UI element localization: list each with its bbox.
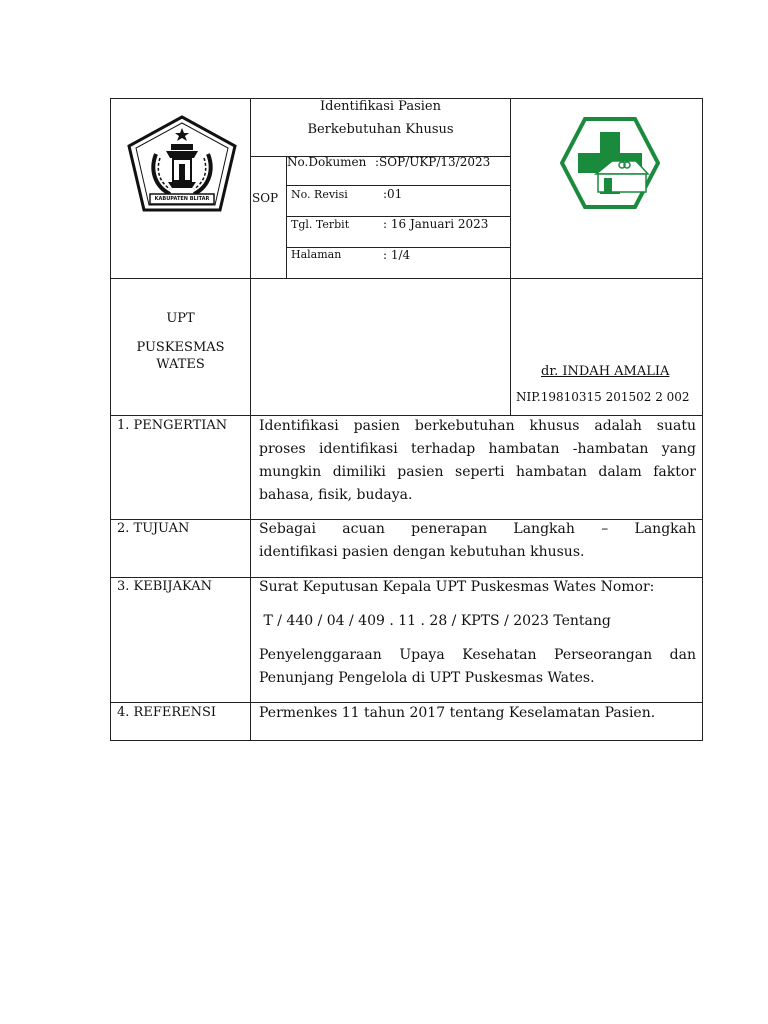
table-border-bottom (110, 740, 703, 741)
meta-value-dokumen: :SOP/UKP/13/2023 (375, 155, 491, 169)
table-border-right (702, 98, 703, 741)
label-column-divider (250, 98, 251, 741)
section-label-referensi: 4. REFERENSI (117, 705, 217, 720)
meta-line-1 (286, 185, 510, 186)
org-line-1: UPT (166, 311, 195, 326)
signer-nip: NIP.19810315 201502 2 002 (516, 390, 690, 404)
section-text-line: Surat Keputusan Kepala UPT Puskesmas Wates Nomor: (259, 579, 655, 595)
section-text-line: Identifikasi pasien berkebutuhan khusus adalah suatu (259, 418, 696, 434)
section-text-line: Penyelenggaraan Upaya Kesehatan Perseorangan dan (259, 647, 696, 663)
sop-column-divider (286, 156, 287, 278)
org-line-2: PUSKESMAS (136, 340, 225, 355)
puskesmas-logo (560, 116, 660, 210)
kabupaten-blitar-emblem (126, 114, 238, 212)
signer-name: dr. INDAH AMALIA (541, 364, 670, 379)
section-text-line: bahasa, fisik, budaya. (259, 487, 413, 503)
meta-value-halaman: : 1/4 (383, 248, 411, 262)
section-text-line: Penunjang Pengelola di UPT Puskesmas Wates. (259, 670, 595, 686)
section-text-line: proses identifikasi terhadap hambatan -hambatan yang (259, 441, 696, 457)
health-cross-icon (560, 116, 660, 210)
section-text-line: T / 440 / 04 / 409 . 11 . 28 / KPTS / 2023 Tentang (259, 613, 611, 629)
table-border-left (110, 98, 111, 741)
section-text-line: mungkin dimiliki pasien seperti hambatan dalam faktor (259, 464, 696, 480)
title-line-2: Berkebutuhan Khusus (307, 122, 454, 137)
sop-label: SOP (252, 191, 279, 205)
section-label-kebijakan: 3. KEBIJAKAN (117, 579, 212, 594)
section-text-line: Permenkes 11 tahun 2017 tentang Keselamatan Pasien. (259, 705, 656, 721)
section-label-pengertian: 1. PENGERTIAN (117, 418, 228, 433)
meta-label-terbit: Tgl. Terbit (291, 218, 350, 231)
meta-value-terbit: : 16 Januari 2023 (383, 217, 489, 231)
meta-label-halaman: Halaman (291, 248, 342, 261)
section-label-tujuan: 2. TUJUAN (117, 521, 190, 536)
section-text-line: Sebagai acuan penerapan Langkah – Langkah (259, 521, 696, 537)
title-line-1: Identifikasi Pasien (320, 99, 441, 114)
section-text-line: identifikasi pasien dengan kebutuhan khusus. (259, 544, 585, 560)
org-line-3: WATES (156, 357, 205, 372)
header-row-divider (110, 278, 703, 279)
meta-label-dokumen: No.Dokumen (287, 155, 367, 169)
logo-column-divider (510, 98, 511, 416)
meta-label-revisi: No. Revisi (291, 188, 348, 201)
meta-value-revisi: :01 (383, 187, 403, 201)
emblem-banner-text: KABUPATEN BLITAR (154, 196, 210, 202)
